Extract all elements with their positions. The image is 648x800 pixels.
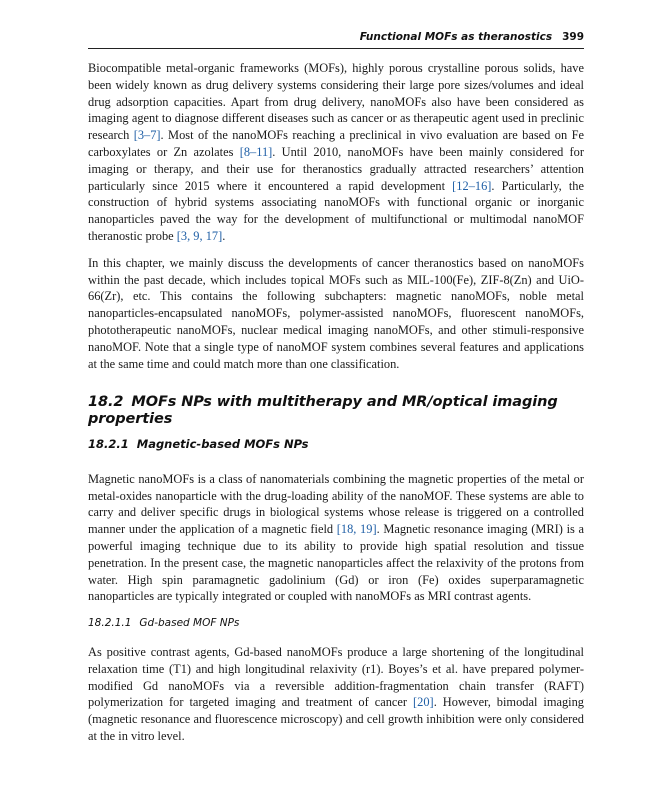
page-number: 399 (562, 31, 584, 43)
subsection-number: 18.2.1 (88, 436, 129, 451)
body-text (88, 60, 584, 755)
paragraph-magnetic (88, 471, 584, 605)
paragraph-intro (88, 60, 584, 245)
citation-link[interactable]: [3–7] (133, 128, 161, 143)
subsubsection-number: 18.2.1.1 (88, 617, 132, 630)
text-span: . However, bimodal imaging (magnetic resonance and fluorescence microscopy) and cell growth inhibition were only considered at the in vitro level. (88, 695, 585, 743)
citation-link[interactable]: [18, 19] (336, 522, 377, 537)
text-span: Biocompatible metal-organic frameworks (MOFs), highly porous crystalline porous solids, have been widely known as drug delivery systems considering their large pore sizes/volumes and ideal drug adsorption capacities. Apart from drug delivery, nanoMOFs also have been considered as imaging agent to diagnose different diseases such as cancer or as therapeutic agent used in preclinic research (88, 61, 584, 143)
subsection-heading (88, 436, 584, 453)
section-number: 18.2 (88, 394, 124, 411)
citation-link[interactable]: [12–16] (452, 178, 492, 193)
header-rule (88, 48, 584, 49)
running-head (360, 31, 584, 43)
text-span: . Until 2010, nanoMOFs have been mainly considered for imaging or therapy, and their use for theranostics gradually attracted researchers’ attention particularly since 2015 where it encountered a rapid development (88, 144, 584, 193)
section-heading (88, 394, 584, 428)
text-span: . Most of the nanoMOFs reaching a preclinical in vivo evaluation are based on Fe carboxylates or Zn azolates (88, 128, 584, 159)
text-span: Magnetic nanoMOFs is a class of nanomaterials combining the magnetic properties of the metal or metal-oxides nanoparticle with the drug-loading ability of the nanoMOF. These systems are able to carry and deliver specific drugs in biological systems whose release is triggered on a controlled manner under the application of a magnetic field (88, 471, 584, 537)
text-span: . (222, 228, 226, 243)
citation-link[interactable]: [8–11] (239, 144, 273, 159)
text-span: . Particularly, the construction of hybrid systems associating nanoMOFs with functional organic or inorganic nanoparticles paved the way for the development of multifunctional or multimodal nanoMOF theranostic probe (88, 178, 584, 243)
citation-link[interactable]: [3, 9, 17] (176, 228, 223, 243)
subsubsection-title: Gd-based MOF NPs (139, 617, 240, 630)
paragraph-gd (88, 644, 584, 745)
subsection-title: Magnetic-based MOFs NPs (136, 436, 309, 451)
subsubsection-heading (88, 615, 584, 632)
running-title: Functional MOFs as theranostics (359, 31, 553, 43)
text-span: As positive contrast agents, Gd-based nanoMOFs produce a large shortening of the longitudinal relaxation time (T1) and high longitudinal relaxivity (r1). Boyes’s et al. have prepared polymer-modified Gd nanoMOFs via a reversible addition-fragmentation chain transfer (RAFT) polymerization for targeted imaging and treatment of cancer (88, 644, 584, 710)
citation-link[interactable]: [20] (413, 695, 434, 710)
paragraph-chapter-overview: In this chapter, we mainly discuss the developments of cancer theranostics based on nanoMOFs within the past decade, which includes topical MOFs such as MIL-100(Fe), ZIF-8(Zn) and UiO-66(Zr), etc. This contains the following subchapters: magnetic nanoMOFs, noble metal nanoparticles-encapsulated nanoMOFs, polymer-assisted nanoMOFs, fluorescent nanoMOFs, phototherapeutic nanoMOFs, nuclear medical imaging nanoMOFs, and other stimuli-responsive nanoMOF. Note that a single type of nanoMOF system combines several features and applications at the same time and could match more than one classification. (88, 255, 584, 371)
section-title: MOFs NPs with multitherapy and MR/optical imaging properties (88, 394, 558, 428)
text-span: . Magnetic resonance imaging (MRI) is a powerful imaging technique due to its ability to provide high spatial resolution and tissue penetration. In the present case, the magnetic nanoparticles affect the relaxivity of the protons from water. High spin paramagnetic gadolinium (Gd) or iron (Fe) oxides superparamagnetic nanoparticles are typically integrated or coupled with nanoMOFs as MRI contrast agents. (88, 522, 584, 604)
